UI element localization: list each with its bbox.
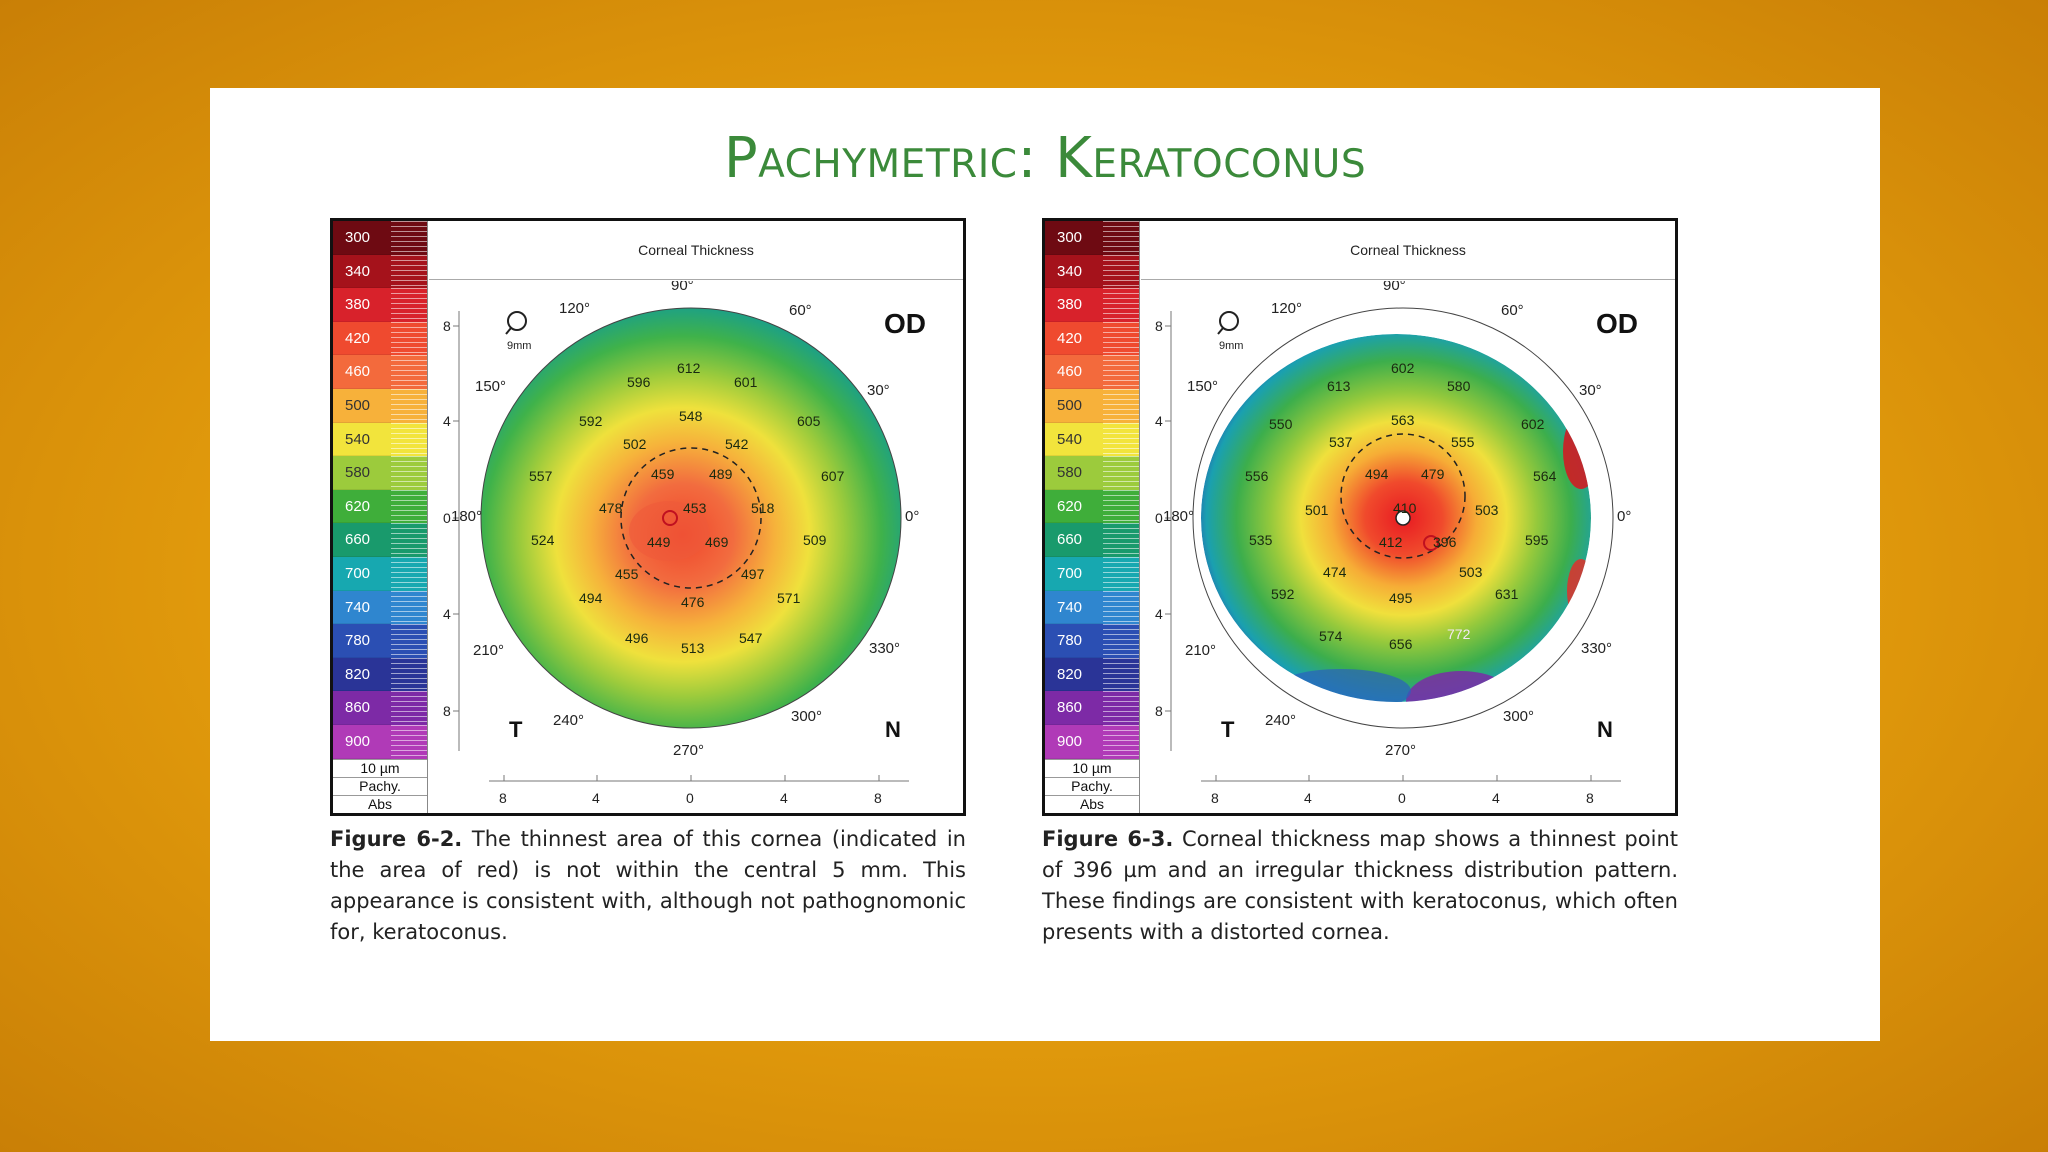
reading: 602: [1521, 416, 1545, 432]
angle-label: 270°: [673, 742, 705, 759]
angle-label: 150°: [1187, 378, 1219, 395]
angle-label: 150°: [475, 378, 507, 395]
scale-stripe: [1103, 557, 1139, 591]
slide: [210, 88, 1880, 1041]
y-tick-label: 8: [443, 318, 451, 334]
scale-stripe: [391, 624, 427, 658]
scale-value: 700: [333, 557, 391, 591]
scale-stripe: [1103, 322, 1139, 356]
scale-value: 380: [1045, 288, 1103, 322]
reading: 555: [1451, 434, 1475, 450]
scale-value: 900: [333, 725, 391, 759]
reading: 518: [751, 500, 775, 516]
scale-stripe: [391, 591, 427, 625]
y-tick-label: 8: [1155, 318, 1163, 334]
scale-stripe: [391, 557, 427, 591]
y-tick-label: 0: [443, 510, 451, 526]
scale-value: 780: [1045, 624, 1103, 658]
reading: 607: [821, 468, 845, 484]
scale-value: 820: [1045, 658, 1103, 692]
reading: 602: [1391, 360, 1415, 376]
x-tick-label: 4: [592, 790, 600, 806]
reading: 592: [579, 413, 603, 429]
scale-stripe: [391, 255, 427, 289]
caption-left: [330, 824, 966, 948]
x-tick-label: 8: [1211, 790, 1219, 806]
angle-label: 240°: [1265, 712, 1297, 729]
reading: 455: [615, 566, 639, 582]
scale-ref: Abs: [333, 795, 427, 813]
nasal-label: N: [1597, 717, 1613, 742]
scale-stripe: [391, 389, 427, 423]
angle-label: 30°: [867, 382, 890, 399]
scale-stripe: [1103, 658, 1139, 692]
scale-value: 460: [333, 355, 391, 389]
scale-unit: 10 µm: [333, 759, 427, 777]
scale-ref: Abs: [1045, 795, 1139, 813]
pachymetry-panel-right: [1042, 218, 1678, 816]
caption-text: The thinnest area of this cornea (indicated in the area of red) is not within the central 5 mm. This appearance is consistent with, although not pathognomonic for, keratoconus.: [330, 827, 966, 944]
scale-value: 740: [1045, 591, 1103, 625]
scale-mode: Pachy.: [1045, 777, 1139, 795]
scale-mode: Pachy.: [333, 777, 427, 795]
x-tick-label: 4: [780, 790, 788, 806]
x-axis-right: [1201, 775, 1621, 781]
scale-value: 780: [333, 624, 391, 658]
caption-text: Corneal thickness map shows a thinnest point of 396 µm and an irregular thickness distribution pattern. These findings are consistent with keratoconus, which often presents with a distorted cornea.: [1042, 827, 1678, 944]
scale-value: 740: [333, 591, 391, 625]
nasal-label: N: [885, 717, 901, 742]
scale-value: 820: [333, 658, 391, 692]
reading: 563: [1391, 412, 1415, 428]
scale-stripe: [1103, 490, 1139, 524]
x-tick-label: 8: [499, 790, 507, 806]
reading: 605: [797, 413, 821, 429]
y-tick-label: 8: [443, 703, 451, 719]
scale-value: 420: [333, 322, 391, 356]
reading: 503: [1459, 564, 1483, 580]
reading: 556: [1245, 468, 1269, 484]
reading: 547: [739, 630, 763, 646]
scale-stripe: [1103, 288, 1139, 322]
angle-label: 60°: [1501, 302, 1524, 319]
scale-stripe: [1103, 456, 1139, 490]
reading: 542: [725, 436, 749, 452]
scale-stripe: [391, 288, 427, 322]
reading: 574: [1319, 628, 1343, 644]
angle-label: 30°: [1579, 382, 1602, 399]
scale-value: 620: [333, 490, 391, 524]
map-header-left: Corneal Thickness: [429, 221, 963, 280]
angle-label: 270°: [1385, 742, 1417, 759]
thickness-map-right: [1141, 281, 1675, 813]
reading: 772: [1447, 626, 1471, 642]
scale-stripe: [391, 523, 427, 557]
reading: 580: [1447, 378, 1471, 394]
angle-label: 300°: [791, 708, 823, 725]
figure-6-3: [1042, 218, 1678, 948]
angle-label: 300°: [1503, 708, 1535, 725]
y-tick-label: 0: [1155, 510, 1163, 526]
scale-value: 700: [1045, 557, 1103, 591]
x-tick-label: 0: [686, 790, 694, 806]
y-tick-label: 4: [443, 606, 451, 622]
reading: 557: [529, 468, 553, 484]
scale-stripe: [1103, 691, 1139, 725]
scale-unit: 10 µm: [1045, 759, 1139, 777]
reading: 550: [1269, 416, 1293, 432]
scale-value: 580: [1045, 456, 1103, 490]
scale-value: 300: [1045, 221, 1103, 255]
scale-value: 420: [1045, 322, 1103, 356]
magnifier-icon: [506, 312, 526, 334]
eye-label: OD: [884, 308, 926, 339]
reading: 571: [777, 590, 801, 606]
scale-stripe: [1103, 221, 1139, 255]
scale-stripe: [1103, 624, 1139, 658]
scale-value: 540: [333, 423, 391, 457]
reading: 410: [1393, 500, 1417, 516]
scale-value: 340: [333, 255, 391, 289]
reading: 613: [1327, 378, 1351, 394]
angle-label: 90°: [1383, 281, 1406, 294]
scale-stripe: [1103, 255, 1139, 289]
scale-value: 900: [1045, 725, 1103, 759]
figure-label: Figure 6-2.: [330, 827, 463, 851]
reading: 564: [1533, 468, 1557, 484]
scale-stripe: [1103, 423, 1139, 457]
thickness-map-left: [429, 281, 963, 813]
scale-stripe: [1103, 389, 1139, 423]
scale-stripe: [391, 322, 427, 356]
scale-stripe: [391, 423, 427, 457]
scale-stripe: [1103, 725, 1139, 759]
slide-title: Pachymetric: Keratoconus: [723, 126, 1367, 191]
angle-label: 210°: [1185, 642, 1217, 659]
y-tick-label: 4: [443, 413, 451, 429]
caption-right: [1042, 824, 1678, 948]
angle-label: 0°: [905, 508, 920, 525]
reading: 656: [1389, 636, 1413, 652]
angle-label: 330°: [1581, 640, 1613, 657]
reading: 497: [741, 566, 765, 582]
reading: 513: [681, 640, 705, 656]
scale-value: 500: [333, 389, 391, 423]
x-tick-label: 8: [1586, 790, 1594, 806]
scale-value: 340: [1045, 255, 1103, 289]
scale-stripe: [1103, 355, 1139, 389]
y-tick-label: 4: [1155, 413, 1163, 429]
zoom-label: 9mm: [1219, 340, 1244, 352]
reading: 503: [1475, 502, 1499, 518]
x-tick-label: 4: [1304, 790, 1312, 806]
reading: 601: [734, 374, 758, 390]
scale-stripe: [391, 658, 427, 692]
reading: 495: [1389, 590, 1413, 606]
reading: 537: [1329, 434, 1353, 450]
scale-value: 660: [333, 523, 391, 557]
angle-label: 180°: [1163, 508, 1195, 525]
scale-value: 620: [1045, 490, 1103, 524]
map-header-right: Corneal Thickness: [1141, 221, 1675, 280]
reading: 459: [651, 466, 675, 482]
scale-value: 860: [333, 691, 391, 725]
scale-value: 460: [1045, 355, 1103, 389]
x-tick-label: 4: [1492, 790, 1500, 806]
scale-stripe: [391, 725, 427, 759]
magnifier-icon: [1218, 312, 1238, 334]
zoom-label: 9mm: [507, 340, 532, 352]
scale-stripe: [391, 355, 427, 389]
reading: 596: [627, 374, 651, 390]
y-tick-label: 4: [1155, 606, 1163, 622]
color-scale-right: [1045, 221, 1140, 813]
reading: 524: [531, 532, 555, 548]
angle-label: 120°: [1271, 300, 1303, 317]
scale-stripe: [391, 456, 427, 490]
reading: 478: [599, 500, 623, 516]
scale-stripe: [391, 490, 427, 524]
angle-label: 240°: [553, 712, 585, 729]
y-tick-label: 8: [1155, 703, 1163, 719]
angle-label: 120°: [559, 300, 591, 317]
scale-value: 500: [1045, 389, 1103, 423]
angle-label: 0°: [1617, 508, 1632, 525]
x-tick-label: 8: [874, 790, 882, 806]
reading: 502: [623, 436, 647, 452]
angle-label: 180°: [451, 508, 483, 525]
scale-stripe: [1103, 591, 1139, 625]
reading: 494: [579, 590, 603, 606]
y-axis-right: [1165, 311, 1171, 751]
reading: 476: [681, 594, 705, 610]
temporal-label: T: [509, 717, 523, 742]
reading: 592: [1271, 586, 1295, 602]
scale-stripe: [391, 691, 427, 725]
reading: 496: [625, 630, 649, 646]
scale-stripe: [391, 221, 427, 255]
reading: 412: [1379, 534, 1403, 550]
reading: 631: [1495, 586, 1519, 602]
angle-label: 60°: [789, 302, 812, 319]
scale-value: 580: [333, 456, 391, 490]
temporal-label: T: [1221, 717, 1235, 742]
reading: 548: [679, 408, 703, 424]
angle-label: 90°: [671, 281, 694, 294]
reading: 595: [1525, 532, 1549, 548]
scale-value: 380: [333, 288, 391, 322]
reading: 449: [647, 534, 671, 550]
color-scale-left: [333, 221, 428, 813]
angle-label: 210°: [473, 642, 505, 659]
scale-value: 540: [1045, 423, 1103, 457]
figure-label: Figure 6-3.: [1042, 827, 1174, 851]
reading: 396: [1433, 534, 1457, 550]
x-tick-label: 0: [1398, 790, 1406, 806]
scale-value: 660: [1045, 523, 1103, 557]
figure-6-2: [330, 218, 966, 948]
pachymetry-panel-left: [330, 218, 966, 816]
y-axis-left: [453, 311, 459, 751]
reading: 453: [683, 500, 707, 516]
scale-value: 860: [1045, 691, 1103, 725]
reading: 612: [677, 360, 701, 376]
x-axis-left: [489, 775, 909, 781]
reading: 494: [1365, 466, 1389, 482]
scale-value: 300: [333, 221, 391, 255]
scale-stripe: [1103, 523, 1139, 557]
reading: 489: [709, 466, 733, 482]
reading: 501: [1305, 502, 1329, 518]
eye-label: OD: [1596, 308, 1638, 339]
angle-label: 330°: [869, 640, 901, 657]
reading: 469: [705, 534, 729, 550]
reading: 509: [803, 532, 827, 548]
reading: 535: [1249, 532, 1273, 548]
reading: 474: [1323, 564, 1347, 580]
reading: 479: [1421, 466, 1445, 482]
